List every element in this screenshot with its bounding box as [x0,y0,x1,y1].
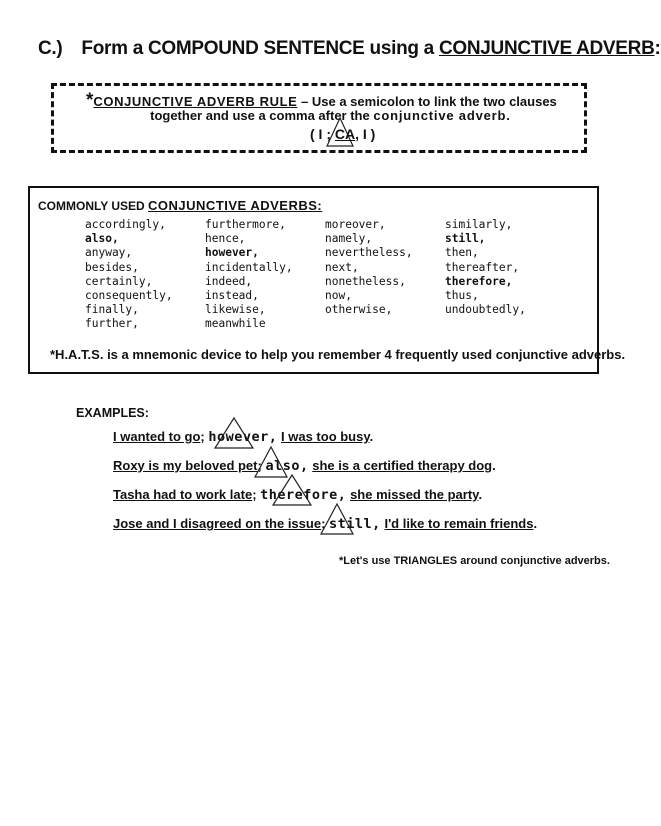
example-period: . [478,487,483,502]
example-clause: Jose and I disagreed on the issue [113,516,322,531]
adverb-column [445,218,526,317]
adverb-item: hence, [205,232,246,246]
triangle-icon [272,474,312,506]
example-semicolon: ; [252,487,257,502]
triangle-icon [320,503,354,535]
example-clause: Roxy is my beloved pet [113,458,258,473]
formula-part: ( I ; [310,126,331,142]
example-semicolon: ; [321,516,326,531]
rule-title: CONJUNCTIVE ADVERB RULE [93,94,298,109]
adverb-item: undoubtedly, [445,303,526,317]
formula-part: , I ) [355,126,376,142]
adverb-item: moreover, [325,218,386,231]
adverb-item: otherwise, [325,303,393,317]
example-period: . [533,516,538,531]
example-clause: I'd like to remain friends [384,516,534,531]
example-clause: I was too busy [281,429,370,444]
heading-conjunctive-adverb: CONJUNCTIVE ADVERB [438,38,655,59]
adverb-item: consequently, [85,289,173,303]
rule-conjunctive-adverb: conjunctive adverb [373,108,507,123]
heading-compound-sentence: COMPOUND SENTENCE [147,38,365,59]
adverb-item: thus, [445,289,479,303]
section-heading [38,38,661,60]
heading-colon: : [654,38,661,59]
adverb-item: next, [325,260,359,274]
example-adverb: also, [265,458,309,474]
heading-text: using a [369,38,434,59]
adverb-item: now, [325,289,352,303]
triangle-icon [214,417,254,449]
adverb-item: namely, [325,232,373,246]
triangles-footnote: *Let's use TRIANGLES around conjunctive adverbs. [339,555,610,567]
example-period: . [492,458,496,473]
example-clause: I wanted to go [113,429,201,444]
adverb-item: accordingly, [85,218,166,231]
example-clause: Tasha had to work late [113,487,253,502]
adverb-item: likewise, [205,303,266,317]
adverb-item: besides, [85,260,139,274]
adverb-item: nevertheless, [325,246,413,260]
adverb-item: meanwhile [205,317,266,331]
adverb-item: then, [445,246,479,260]
adverb-column [325,218,413,317]
section-number: C.) [38,38,63,59]
example-period: . [369,429,374,444]
adverb-list-title [38,198,322,213]
adverb-item: similarly, [445,218,513,231]
example-adverb: therefore, [260,487,347,503]
rule-star: * [86,90,94,111]
heading-text: Form a [81,38,143,59]
adverb-item: finally, [85,303,139,317]
example-semicolon: ; [200,429,205,444]
example-sentence [113,458,496,474]
adverb-item-hats: still, [445,232,486,246]
example-clause: she is a certified therapy dog [312,458,493,473]
list-title-text: COMMONLY USED [38,199,145,213]
examples-label: EXAMPLES: [76,406,149,420]
adverb-item: nonetheless, [325,274,406,288]
list-title-emphasis: CONJUNCTIVE ADVERBS: [148,198,323,213]
adverb-column [205,218,293,332]
adverb-item: indeed, [205,274,253,288]
adverb-item: instead, [205,289,259,303]
rule-text: together and use a comma after the [150,108,370,123]
adverb-item: anyway, [85,246,133,260]
adverb-item: furthermore, [205,218,286,231]
example-adverb: however, [208,429,278,445]
formula-ca: CA [334,126,356,142]
adverb-item: further, [85,317,139,331]
example-clause: she missed the party [350,487,479,502]
adverb-column [85,218,173,332]
adverb-item-hats: therefore, [445,274,513,288]
rule-period: . [506,108,510,123]
hats-note: *H.A.T.S. is a mnemonic device to help you remember 4 frequently used conjunctive adverbs. [50,347,626,362]
adverb-item: incidentally, [205,260,293,274]
adverb-item-hats: however, [205,246,259,260]
rule-text: – Use a semicolon to link the two clauses [297,94,557,109]
adverb-item: thereafter, [445,260,520,274]
adverb-item: certainly, [85,274,153,288]
rule-formula [310,126,375,142]
example-semicolon: ; [257,458,262,473]
example-adverb: still, [329,516,381,532]
adverb-item-hats: also, [85,232,119,246]
